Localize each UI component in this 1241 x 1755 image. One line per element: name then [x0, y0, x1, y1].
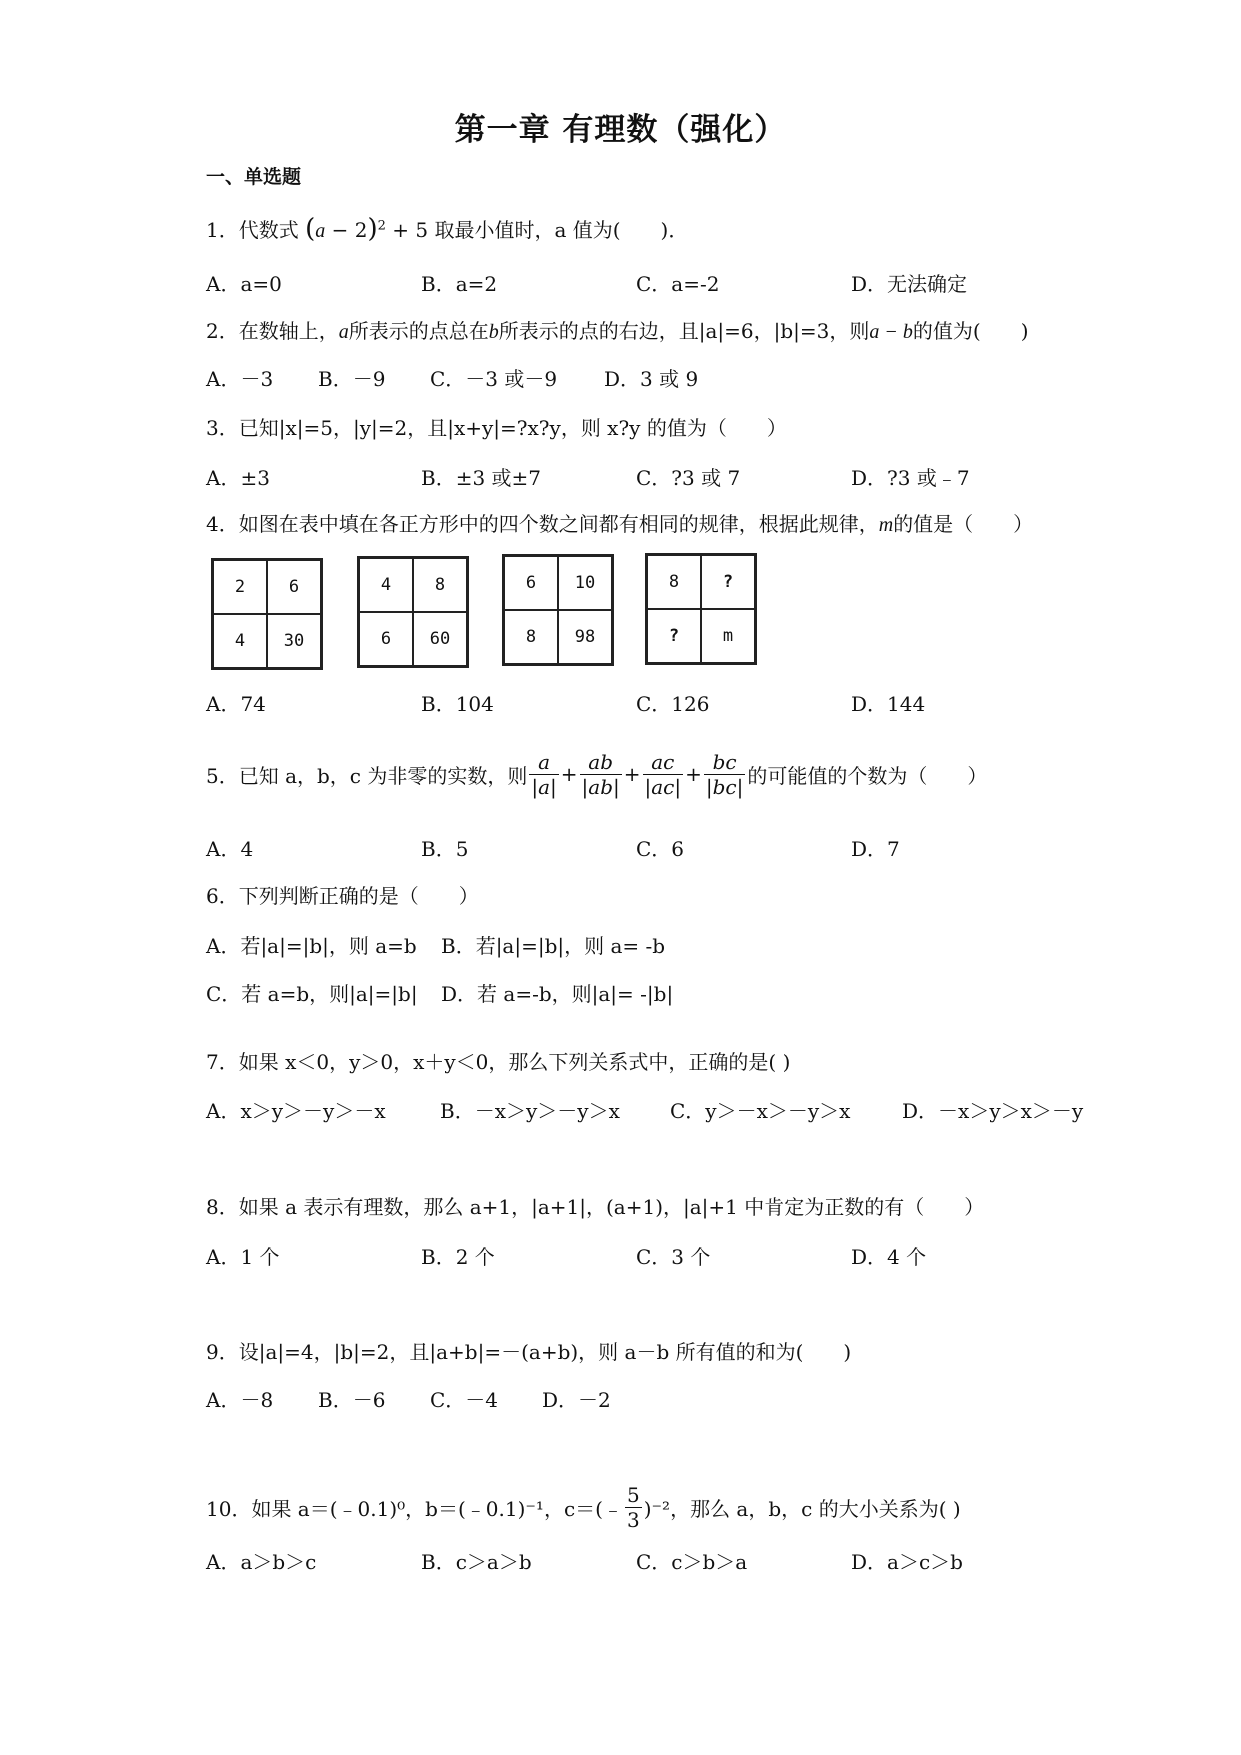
fraction-a-over-abs-a	[529, 750, 558, 799]
number-square-3	[502, 554, 614, 666]
square-cell: ?	[701, 555, 755, 609]
square-cell: 8	[504, 610, 558, 664]
q2-option-b: B．－9	[318, 367, 386, 391]
section-heading: 一、单选题	[206, 166, 302, 188]
fraction-bc-over-abs-bc	[704, 750, 745, 799]
q8-option-a: A．1 个	[206, 1245, 280, 1269]
q5-option-d: D．7	[851, 837, 900, 861]
q5-option-a: A．4	[206, 837, 254, 861]
q5-pre: 5．已知 a，b，c 为非零的实数，则	[206, 763, 528, 788]
square-cell: m	[701, 609, 755, 663]
plus-sign: +	[623, 762, 641, 786]
frac-den: 3	[626, 1507, 640, 1532]
q10-pre: 10．如果 a＝(﹣0.1)⁰，b＝(﹣0.1)⁻¹，c＝(﹣	[206, 1496, 623, 1521]
question-5	[206, 739, 987, 809]
question-1: 1．代数式 $(a - 2)^2 + 5$ 取最小值时，a 值为( )．	[206, 214, 689, 244]
square-cell: 6	[504, 556, 558, 610]
q9-option-d: D．－2	[542, 1388, 611, 1412]
q9-option-b: B．－6	[318, 1388, 386, 1412]
q5-option-b: B．5	[421, 837, 469, 861]
frac-num: a	[529, 750, 558, 775]
q1-expr-plus: + 5	[385, 218, 429, 242]
q10-post: )⁻²，那么 a，b，c 的大小关系为( )	[643, 1496, 961, 1521]
square-cell: 6	[359, 612, 413, 666]
frac-den: |a|	[531, 774, 557, 799]
q4-post: 的值是（ ）	[893, 512, 1034, 536]
number-square-2	[357, 556, 469, 668]
fraction-ac-over-abs-ac	[643, 750, 684, 799]
q1-option-b: B．a=2	[421, 272, 498, 296]
fraction-ab-over-abs-ab	[580, 750, 622, 799]
frac-den: |ab|	[581, 774, 620, 799]
square-cell: 4	[359, 558, 413, 612]
q6-option-a: A．若|a|=|b|，则 a=b	[206, 934, 417, 958]
q1-exponent: 2	[377, 218, 386, 234]
square-cell: ?	[647, 609, 701, 663]
q6-option-d: D．若 a=-b，则|a|= -|b|	[441, 982, 674, 1006]
q2-var-b: b	[488, 321, 499, 343]
q7-option-b: B．－x＞y＞－y＞x	[440, 1099, 620, 1123]
q1-option-c: C．a=-2	[636, 272, 720, 296]
plus-sign: +	[560, 762, 578, 786]
plus-sign: +	[685, 762, 702, 786]
q3-option-a: A．±3	[206, 466, 270, 490]
q1-suffix: 取最小值时，a 值为( )．	[434, 218, 689, 242]
q2-mid1: 所表示的点总在	[348, 319, 489, 343]
q10-option-b: B．c＞a＞b	[421, 1550, 532, 1574]
q10-option-d: D．a＞c＞b	[851, 1550, 963, 1574]
page-title: 第一章 有理数（强化）	[454, 112, 787, 148]
question-3: 3．已知|x|=5，|y|=2，且|x+y|=?x?y，则 x?y 的值为（ ）	[206, 416, 787, 440]
q2-option-c: C．－3 或－9	[430, 367, 558, 391]
q3-option-c: C．?3 或 7	[636, 466, 741, 490]
q9-option-a: A．－8	[206, 1388, 274, 1412]
square-cell: 30	[267, 614, 321, 668]
square-cell: 60	[413, 612, 467, 666]
q1-prefix: 1．代数式	[206, 218, 299, 242]
q2-option-a: A．－3	[206, 367, 274, 391]
square-cell: 2	[213, 560, 267, 614]
q7-option-c: C．y＞－x＞－y＞x	[670, 1099, 851, 1123]
q2-tail: 的值为( )	[912, 319, 1029, 343]
q10-option-a: A．a＞b＞c	[206, 1550, 317, 1574]
q3-option-d: D．?3 或﹣7	[851, 466, 970, 490]
q2-expr: a − b	[869, 321, 913, 343]
q9-option-c: C．－4	[430, 1388, 499, 1412]
square-cell: 6	[267, 560, 321, 614]
frac-num: 5	[626, 1482, 640, 1507]
q4-var-m: m	[878, 514, 894, 536]
fraction-5-over-3	[625, 1483, 642, 1532]
question-6: 6．下列判断正确的是（ ）	[206, 884, 479, 908]
frac-num: ab	[580, 750, 622, 775]
number-square-4	[645, 553, 757, 665]
q4-option-b: B．104	[421, 692, 494, 716]
question-4	[206, 508, 1033, 537]
q2-option-d: D．3 或 9	[604, 367, 699, 391]
square-cell: 98	[558, 610, 612, 664]
q1-var-a: a	[315, 220, 326, 242]
q1-expr-minus: − 2	[325, 218, 368, 242]
square-cell: 8	[647, 555, 701, 609]
q8-option-c: C．3 个	[636, 1245, 711, 1269]
question-8: 8．如果 a 表示有理数，那么 a+1，|a+1|，(a+1)，|a|+1 中肯定为正数的有（ ）	[206, 1195, 985, 1219]
q6-option-c: C．若 a=b，则|a|=|b|	[206, 982, 418, 1006]
q8-option-d: D．4 个	[851, 1245, 927, 1269]
question-7: 7．如果 x＜0，y＞0，x＋y＜0，那么下列关系式中，正确的是( )	[206, 1050, 791, 1074]
frac-num: ac	[643, 750, 684, 775]
frac-den: |ac|	[644, 774, 682, 799]
frac-den: |bc|	[705, 774, 744, 799]
q7-option-a: A．x＞y＞－y＞－x	[206, 1099, 386, 1123]
q1-option-a: A．a=0	[206, 272, 282, 296]
q3-option-b: B．±3 或±7	[421, 466, 542, 490]
question-9: 9．设|a|=4，|b|=2，且|a+b|=－(a+b)，则 a－b 所有值的和为( )	[206, 1340, 852, 1364]
q7-option-d: D．－x＞y＞x＞－y	[902, 1099, 1084, 1123]
q5-post: 的可能值的个数为（ ）	[747, 763, 988, 788]
question-2	[206, 315, 1029, 344]
question-10	[206, 1472, 961, 1542]
q10-option-c: C．c＞b＞a	[636, 1550, 748, 1574]
q4-option-c: C．126	[636, 692, 710, 716]
square-cell: 10	[558, 556, 612, 610]
q1-option-d: D．无法确定	[851, 272, 968, 296]
q4-pre: 4．如图在表中填在各正方形中的四个数之间都有相同的规律，根据此规律，	[206, 512, 879, 536]
number-square-1	[211, 558, 323, 670]
q2-mid2: 所表示的点的右边，且|a|=6，|b|=3，则	[498, 319, 870, 343]
q8-option-b: B．2 个	[421, 1245, 495, 1269]
q4-option-a: A．74	[206, 692, 266, 716]
q2-var-a: a	[338, 321, 349, 343]
q5-option-c: C．6	[636, 837, 685, 861]
q6-option-b: B．若|a|=|b|，则 a= -b	[441, 934, 666, 958]
square-cell: 8	[413, 558, 467, 612]
square-cell: 4	[213, 614, 267, 668]
frac-num: bc	[704, 750, 745, 775]
q2-pre: 2．在数轴上，	[206, 319, 339, 343]
q4-option-d: D．144	[851, 692, 926, 716]
